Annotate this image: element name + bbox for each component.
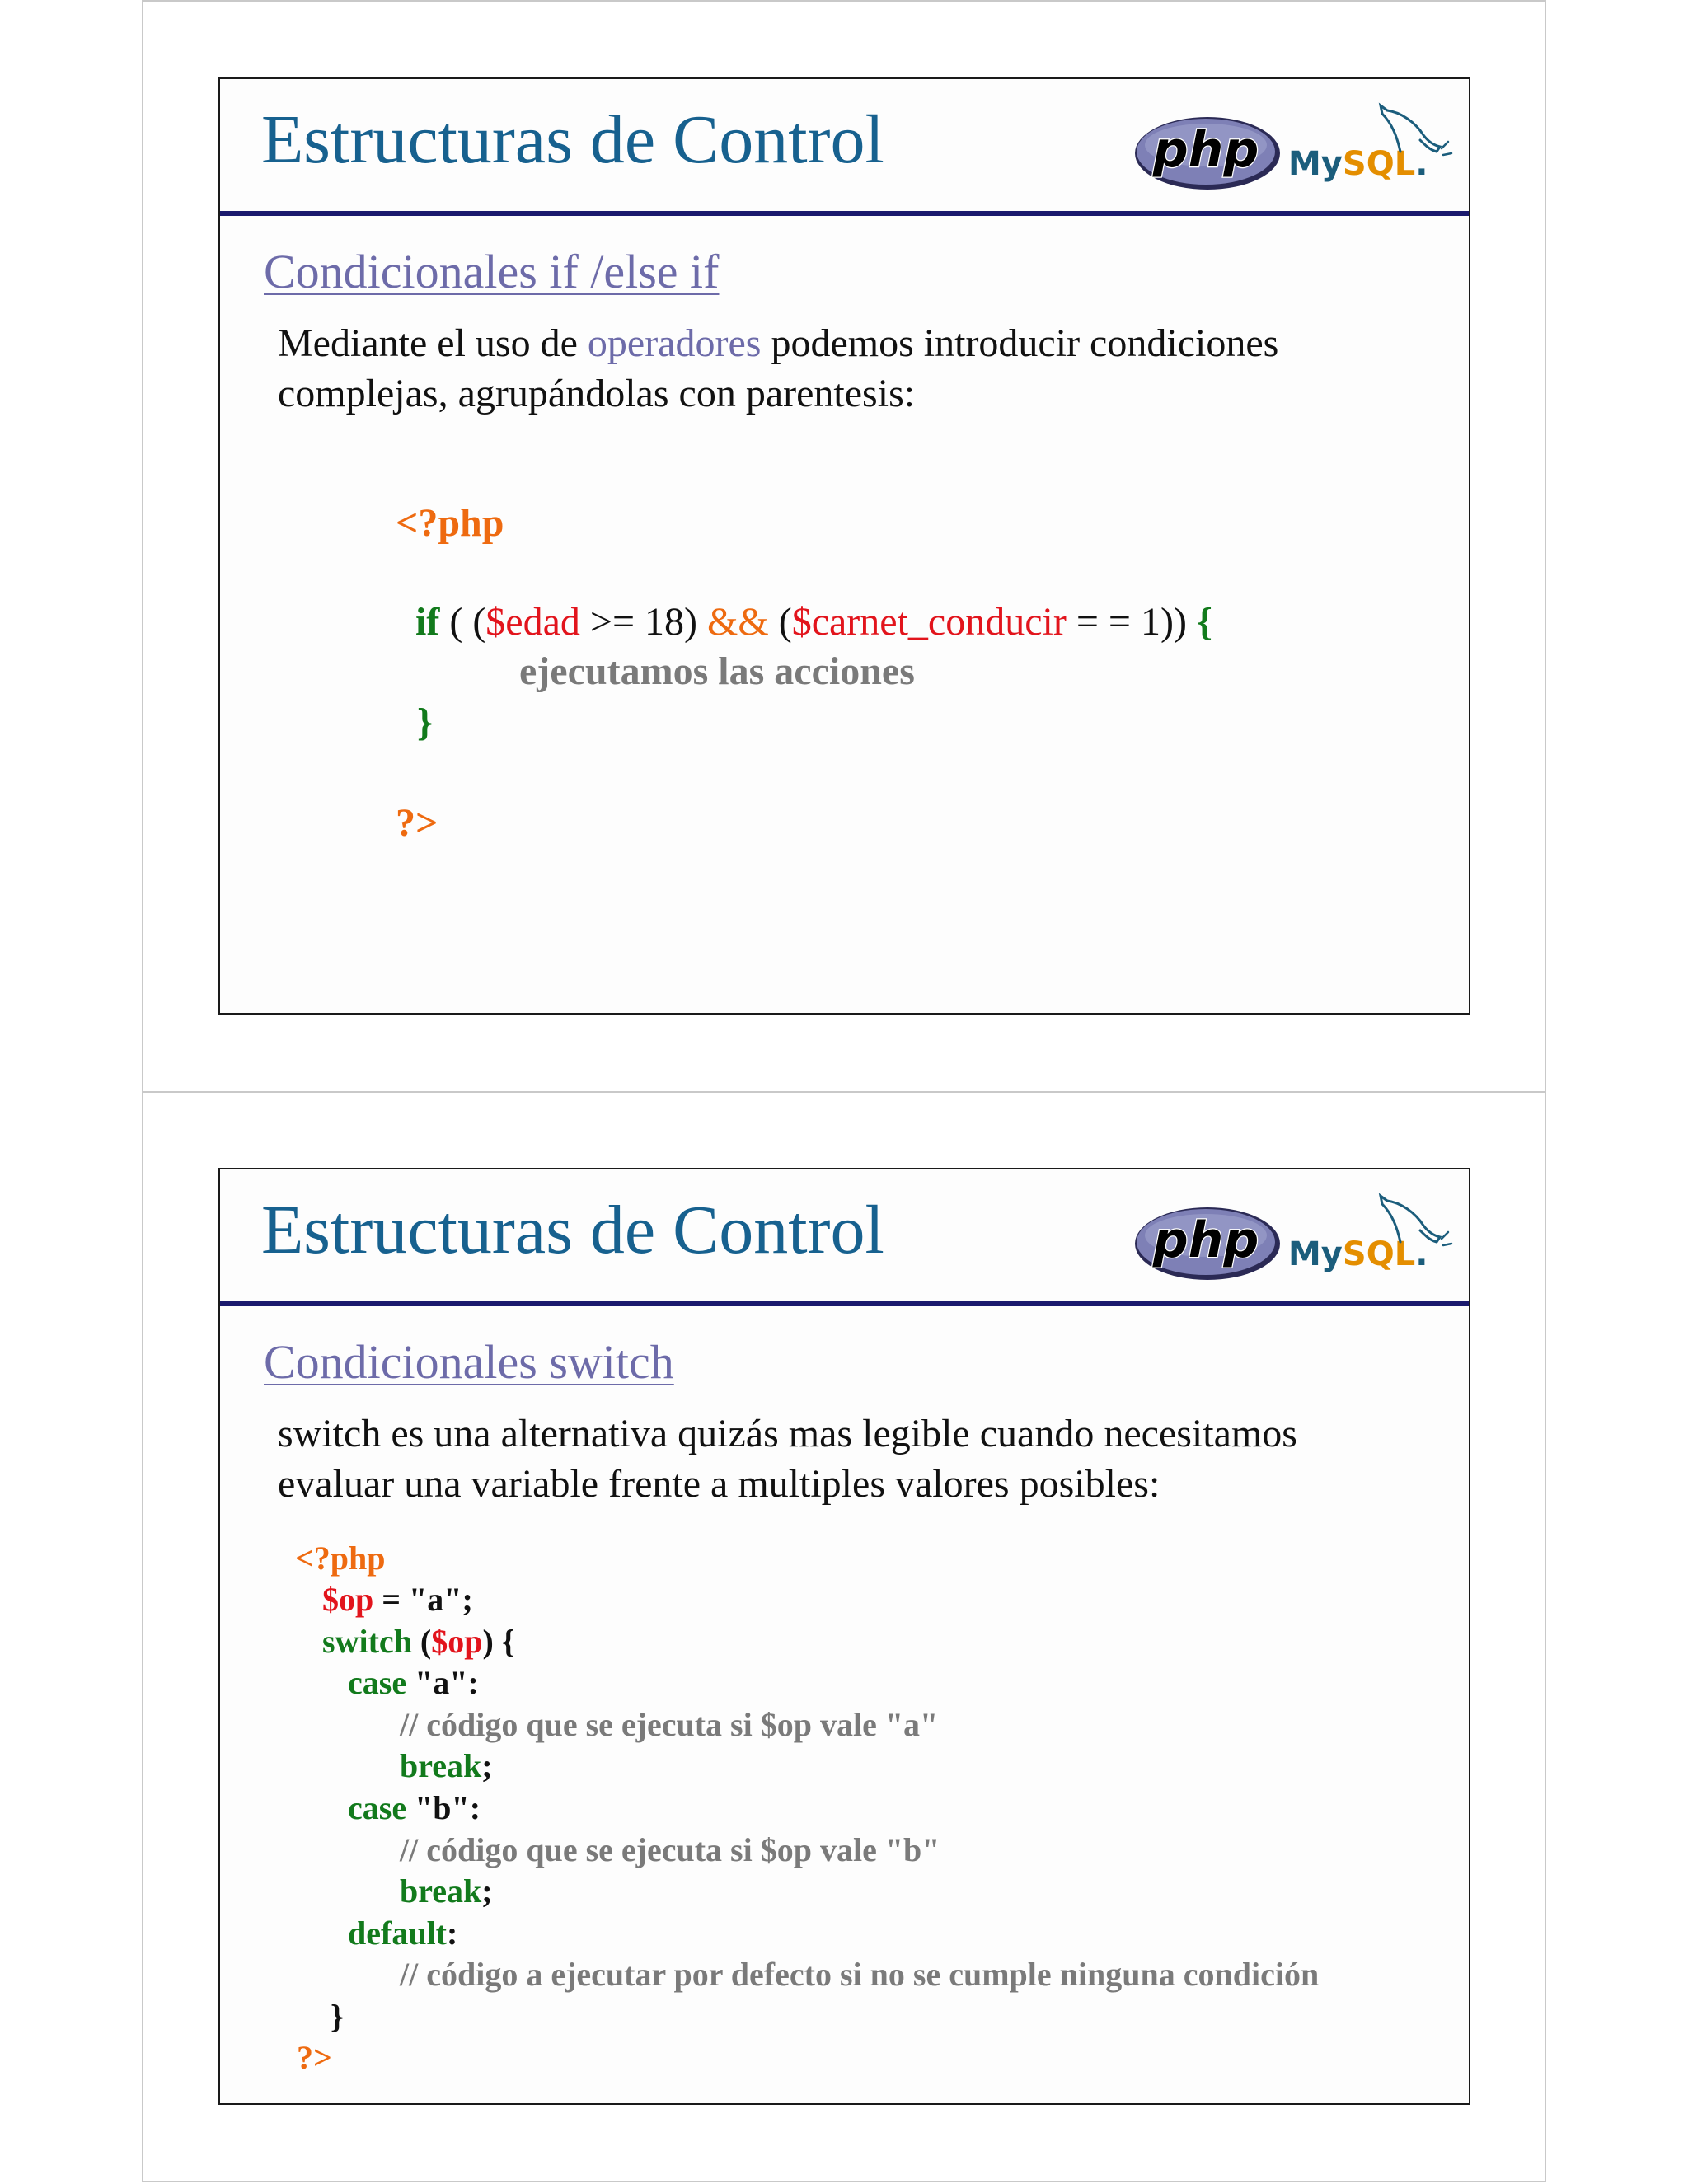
php-open-tag: <?php xyxy=(295,1540,386,1577)
svg-text:php: php xyxy=(1152,121,1259,179)
code-comment-default: // código a ejecutar por defecto si no se cumple ninguna condición xyxy=(400,1956,1320,1993)
slide-subtitle: Condicionales switch xyxy=(264,1335,674,1389)
slide-1 xyxy=(218,77,1470,1015)
svg-text:php: php xyxy=(1152,1212,1259,1269)
mysql-wordmark: MySQL. xyxy=(1288,145,1428,183)
intro-paragraph xyxy=(278,1408,1432,1509)
operators-link: operadores xyxy=(587,321,762,365)
intro-line-1: switch es una alternativa quizás mas legible cuando necesitamos xyxy=(278,1412,1297,1455)
slide-divider xyxy=(142,1091,1546,1093)
php-open-tag: <?php xyxy=(396,501,504,545)
code-line-if: if ( ($edad >= 18) && ($carnet_conducir = = 1)) { xyxy=(415,600,1212,644)
header-rule xyxy=(220,1301,1469,1306)
code-line-break-a: break; xyxy=(400,1747,493,1784)
php-mysql-logo xyxy=(1135,97,1465,196)
code-line-default: default: xyxy=(348,1915,458,1952)
code-line-assign: $op = "a"; xyxy=(322,1581,473,1618)
intro-paragraph xyxy=(278,318,1432,419)
code-line-switch: switch ($op) { xyxy=(322,1623,515,1660)
mysql-logo xyxy=(1288,1196,1451,1273)
mysql-wordmark: MySQL. xyxy=(1288,1235,1428,1273)
header-rule xyxy=(220,211,1469,216)
php-logo xyxy=(1135,117,1280,190)
slide-header xyxy=(220,79,1469,211)
mysql-logo xyxy=(1288,105,1451,183)
code-line-case-b: case "b": xyxy=(348,1789,481,1826)
slide-title: Estructuras de Control xyxy=(261,101,884,178)
intro-line-1: Mediante el uso de operadores podemos introducir condiciones xyxy=(278,321,1279,365)
code-line-brace-close: } xyxy=(417,701,433,744)
slide-2 xyxy=(218,1168,1470,2105)
code-comment-a: // código que se ejecuta si $op vale "a" xyxy=(400,1706,939,1743)
slide-subtitle: Condicionales if /else if xyxy=(264,245,720,298)
code-line-body: ejecutamos las acciones xyxy=(519,649,915,693)
slide-header xyxy=(220,1169,1469,1301)
slide-title: Estructuras de Control xyxy=(261,1192,884,1268)
php-close-tag: ?> xyxy=(396,801,438,845)
intro-line-2: evaluar una variable frente a multiples valores posibles: xyxy=(278,1462,1160,1506)
php-close-tag: ?> xyxy=(297,2039,332,2076)
php-logo xyxy=(1135,1207,1280,1280)
code-line-break-b: break; xyxy=(400,1872,493,1910)
php-mysql-logo xyxy=(1135,1188,1465,1286)
code-line-brace-close: } xyxy=(331,1998,344,2035)
code-line-case-a: case "a": xyxy=(348,1664,479,1701)
code-comment-b: // código que se ejecuta si $op vale "b" xyxy=(400,1831,940,1868)
intro-line-2: complejas, agrupándolas con parentesis: xyxy=(278,372,916,415)
